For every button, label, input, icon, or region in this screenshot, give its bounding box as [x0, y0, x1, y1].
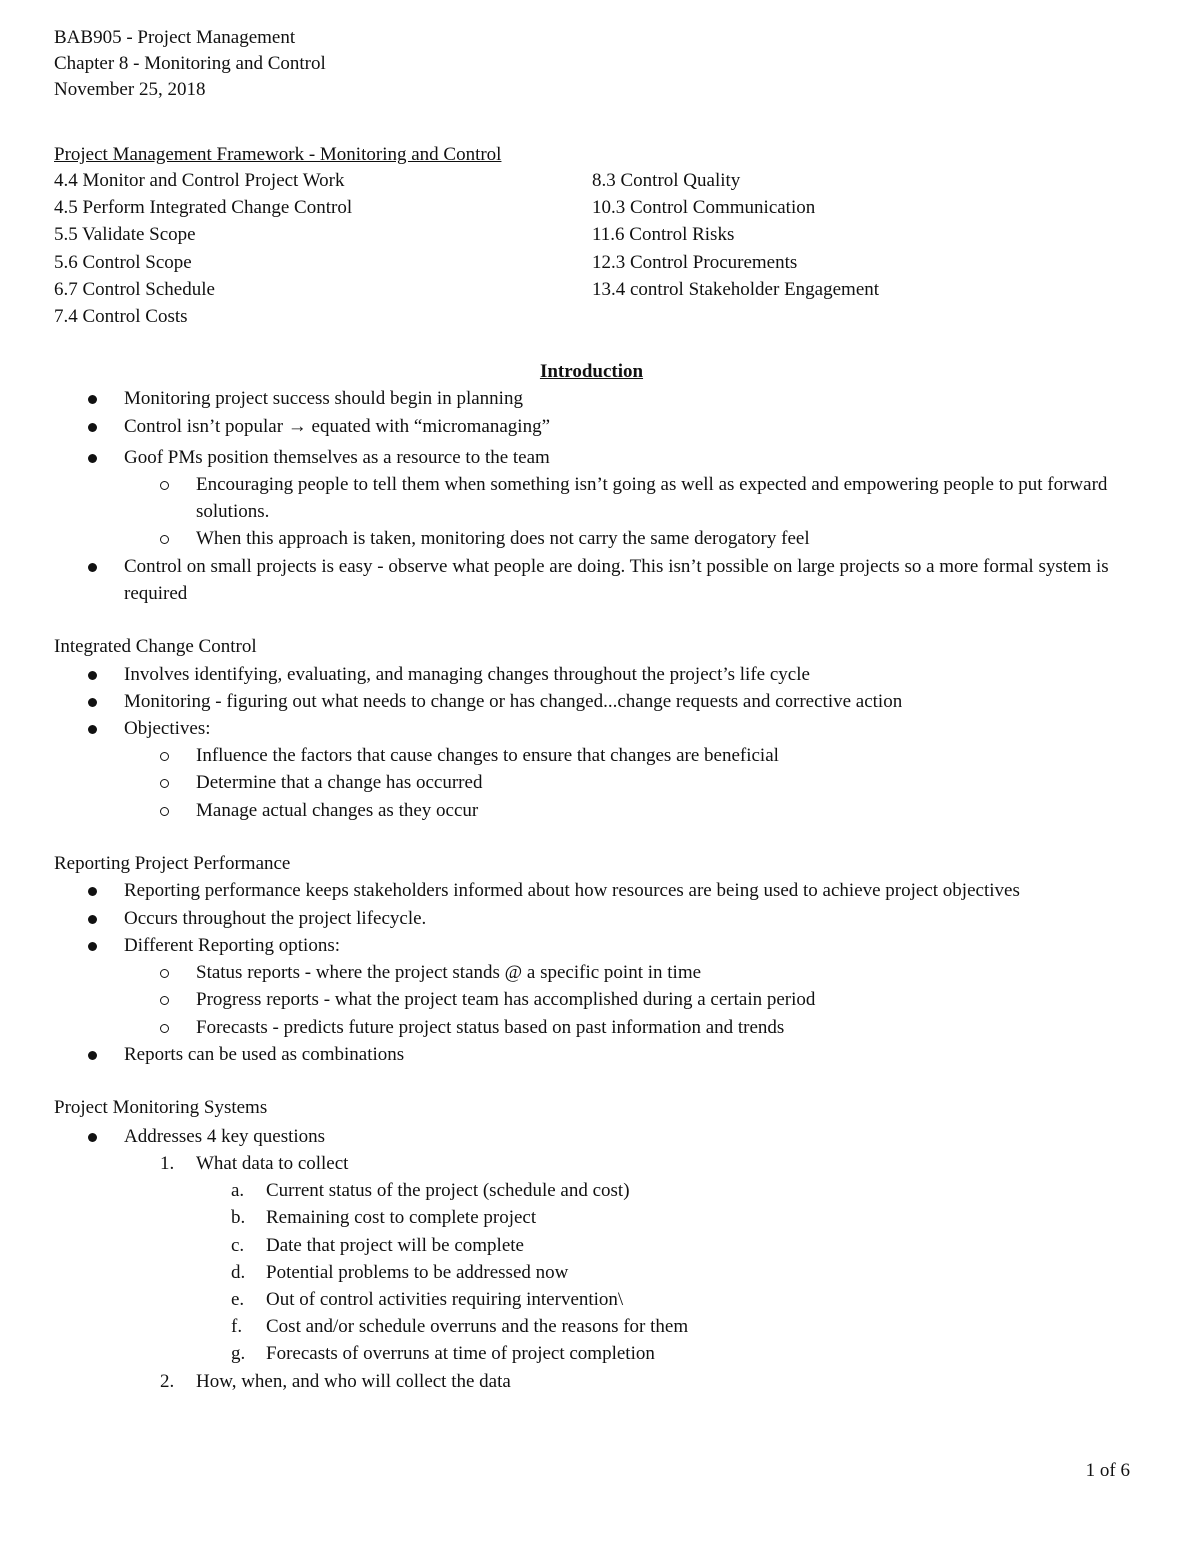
bullet-icon: [88, 942, 97, 951]
list-item: Control isn’t popular → equated with “micromanaging”: [88, 413, 1148, 440]
sub-list-item: Status reports - where the project stands @ a specific point in time: [160, 959, 1150, 986]
sub-list-item: Manage actual changes as they occur: [160, 797, 1150, 824]
integrated-change-heading: Integrated Change Control: [54, 636, 257, 657]
sub-list-item: Encouraging people to tell them when something isn’t going as well as expected and empowering people to put forward solutions.: [160, 471, 1150, 525]
list-item: Occurs throughout the project lifecycle.: [88, 905, 1148, 932]
bullet-icon: [88, 671, 97, 680]
bullet-icon: [88, 563, 97, 572]
framework-right-column: [592, 169, 879, 305]
bullet-icon: [88, 454, 97, 463]
list-item: Goof PMs position themselves as a resource to the team: [88, 444, 1148, 471]
framework-item: 12.3 Control Procurements: [592, 251, 798, 273]
bullet-icon: [88, 887, 97, 896]
list-item: Involves identifying, evaluating, and managing changes throughout the project’s life cycle: [88, 661, 1148, 688]
hollow-bullet-icon: [160, 752, 169, 761]
numbered-item: 2. How, when, and who will collect the data: [160, 1371, 511, 1392]
lettered-item: f. Cost and/or schedule overruns and the reasons for them: [231, 1316, 689, 1337]
bullet-icon: [88, 915, 97, 924]
reporting-heading: Reporting Project Performance: [54, 853, 291, 874]
lettered-item: c. Date that project will be complete: [231, 1235, 524, 1256]
sub-list-item: Forecasts - predicts future project status based on past information and trends: [160, 1014, 1150, 1041]
sub-list-item: Progress reports - what the project team has accomplished during a certain period: [160, 986, 1150, 1013]
framework-item: 4.4 Monitor and Control Project Work: [54, 170, 345, 191]
hollow-bullet-icon: [160, 1024, 169, 1033]
framework-item: 5.6 Control Scope: [54, 251, 192, 273]
lettered-item: d. Potential problems to be addressed now: [231, 1262, 569, 1283]
framework-item: 6.7 Control Schedule: [54, 278, 215, 300]
framework-title: Project Management Framework - Monitoring and Control: [54, 144, 502, 165]
list-item: Different Reporting options:: [88, 932, 1148, 959]
framework-item: 7.4 Control Costs: [54, 305, 188, 327]
list-item: Control on small projects is easy - observe what people are doing. This isn’t possible on large projects so a more formal system is required: [88, 553, 1148, 607]
bullet-icon: [88, 698, 97, 707]
lettered-item: a. Current status of the project (schedule and cost): [231, 1180, 630, 1201]
list-item: Reporting performance keeps stakeholders informed about how resources are being used to achieve project objectives: [88, 877, 1148, 904]
lettered-item: b. Remaining cost to complete project: [231, 1207, 537, 1228]
hollow-bullet-icon: [160, 779, 169, 788]
lettered-item: e. Out of control activities requiring intervention\: [231, 1289, 624, 1310]
framework-item: 5.5 Validate Scope: [54, 224, 196, 246]
hollow-bullet-icon: [160, 996, 169, 1005]
list-item: Reports can be used as combinations: [88, 1041, 1148, 1068]
framework-item: 10.3 Control Communication: [592, 197, 816, 219]
hollow-bullet-icon: [160, 807, 169, 816]
list-item: Monitoring project success should begin in planning: [88, 385, 1148, 412]
course-title: BAB905 - Project Management: [54, 27, 296, 48]
bullet-icon: [88, 725, 97, 734]
monitoring-systems-heading: Project Monitoring Systems: [54, 1097, 268, 1118]
lettered-item: g. Forecasts of overruns at time of project completion: [231, 1343, 655, 1364]
hollow-bullet-icon: [160, 969, 169, 978]
framework-item: 11.6 Control Risks: [592, 224, 735, 246]
sub-list-item: Determine that a change has occurred: [160, 769, 1150, 796]
introduction-heading: Introduction: [539, 361, 644, 382]
framework-left-column: [54, 169, 352, 332]
sub-list-item: When this approach is taken, monitoring does not carry the same derogatory feel: [160, 525, 1150, 552]
page-number: 1 of 6: [1085, 1460, 1130, 1481]
document-date: November 25, 2018: [54, 79, 206, 100]
list-item: Addresses 4 key questions: [88, 1123, 1148, 1150]
list-item: Objectives:: [88, 715, 1148, 742]
framework-item: 8.3 Control Quality: [592, 170, 741, 191]
bullet-icon: [88, 395, 97, 404]
chapter-title: Chapter 8 - Monitoring and Control: [54, 53, 326, 74]
hollow-bullet-icon: [160, 481, 169, 490]
sub-list-item: Influence the factors that cause changes to ensure that changes are beneficial: [160, 742, 1150, 769]
framework-item: 4.5 Perform Integrated Change Control: [54, 197, 353, 219]
list-item: Monitoring - figuring out what needs to change or has changed...change requests and corrective action: [88, 688, 1148, 715]
bullet-icon: [88, 423, 97, 432]
bullet-icon: [88, 1051, 97, 1060]
numbered-item: 1. What data to collect: [160, 1153, 349, 1174]
bullet-icon: [88, 1133, 97, 1142]
framework-item: 13.4 control Stakeholder Engagement: [592, 278, 880, 300]
hollow-bullet-icon: [160, 535, 169, 544]
